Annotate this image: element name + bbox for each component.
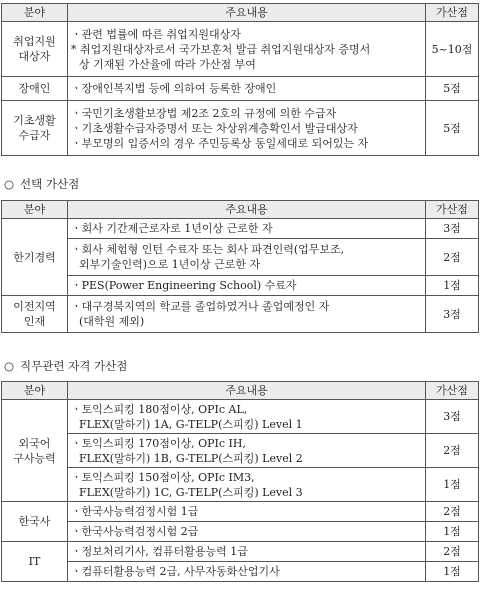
table-row: [2, 22, 479, 77]
content-line: ㆍ한국사능력검정시험 2급: [71, 525, 199, 538]
category-line: 한기경력: [13, 250, 56, 264]
row-content: [68, 562, 426, 582]
row-content: [68, 502, 426, 522]
content-line: ㆍ토익스피킹 170점이상, OPIc IH,: [71, 436, 246, 450]
row-content: [68, 219, 426, 239]
row-points: 1점: [426, 276, 479, 296]
table-row: [2, 542, 479, 562]
header-category: 분야: [2, 4, 68, 22]
row-points: 3점: [426, 400, 479, 434]
row-content: [68, 101, 426, 156]
row-content: [68, 239, 426, 276]
table-header-row: [2, 382, 479, 400]
row-category: [2, 542, 68, 582]
content-line: * 취업지원대상자로서 국가보훈처 발급 취업지원대상자 증명서: [71, 42, 371, 56]
section-heading-certifications: [4, 358, 127, 374]
table-row: [2, 101, 479, 156]
content-line: ㆍ부모명의 입증서의 경우 주민등록상 동일세대로 되어있는 자: [71, 136, 369, 150]
content-line: (대학원 제외): [79, 315, 145, 328]
row-points: 1점: [426, 562, 479, 582]
row-content: [68, 542, 426, 562]
row-content: [68, 434, 426, 468]
content-line: ㆍ컴퓨터활용능력 2급, 사무자동화산업기사: [71, 565, 280, 578]
table-row: [2, 219, 479, 239]
header-points: 가산점: [426, 4, 479, 22]
row-content: [68, 468, 426, 502]
row-points: 5~10점: [426, 22, 479, 77]
header-content: 주요내용: [68, 382, 426, 400]
table-row: [2, 239, 479, 276]
category-line: 장애인: [18, 82, 51, 95]
category-line: 대상자: [18, 50, 51, 63]
table-row: [2, 296, 479, 333]
table-row: [2, 400, 479, 434]
row-points: 3점: [426, 219, 479, 239]
row-points: 2점: [426, 239, 479, 276]
table-row: [2, 522, 479, 542]
row-points: 2점: [426, 502, 479, 522]
content-line: FLEX(말하기) 1A, G-TELP(스피킹) Level 1: [79, 417, 303, 431]
content-line: ㆍ국민기초생활보장법 제2조 2호의 규정에 의한 수급자: [71, 106, 337, 120]
row-category: [2, 101, 68, 156]
content-line: ㆍ기초생활수급자증명서 또는 차상위계층확인서 발급대상자: [71, 121, 358, 135]
section-heading-optional: [4, 176, 79, 192]
content-line: ㆍ회사 기간제근로자로 1년이상 근로한 자: [71, 222, 273, 235]
row-content: [68, 77, 426, 101]
row-category: [2, 219, 68, 296]
content-line: ㆍPES(Power Engineering School) 수료자: [71, 279, 297, 292]
header-points: 가산점: [426, 382, 479, 400]
bonus-points-table-optional: [1, 200, 479, 333]
table-row: [2, 468, 479, 502]
table-row: [2, 77, 479, 101]
content-line: FLEX(말하기) 1B, G-TELP(스피킹) Level 2: [79, 451, 303, 465]
table-row: [2, 276, 479, 296]
header-content: 주요내용: [68, 201, 426, 219]
header-category: 분야: [2, 201, 68, 219]
row-content: [68, 22, 426, 77]
category-line: 인재: [23, 315, 46, 328]
table-row: [2, 562, 479, 582]
category-line: 한국사: [18, 515, 51, 528]
category-line: IT: [28, 555, 41, 568]
row-category: [2, 22, 68, 77]
row-content: [68, 522, 426, 542]
content-line: ㆍ정보처리기사, 컴퓨터활용능력 1급: [71, 545, 248, 558]
row-points: 3점: [426, 296, 479, 333]
row-points: 1점: [426, 468, 479, 502]
content-line: ㆍ토익스피킹 150점이상, OPIc IM3,: [71, 470, 255, 484]
header-content: 주요내용: [68, 4, 426, 22]
section-title: 직무관련 자격 가산점: [20, 359, 128, 373]
table-header-row: [2, 4, 479, 22]
row-points: 1점: [426, 522, 479, 542]
row-category: [2, 502, 68, 542]
row-points: 5점: [426, 101, 479, 156]
row-category: [2, 77, 68, 101]
row-points: 2점: [426, 434, 479, 468]
bonus-points-table-priority: [1, 3, 479, 156]
category-line: 이전지역: [13, 300, 56, 313]
content-line: ㆍ장애인복지법 등에 의하여 등록한 장애인: [71, 82, 277, 95]
content-line: ㆍ관련 법률에 따른 취업지원대상자: [71, 27, 241, 41]
content-line: ㆍ토익스피킹 180점이상, OPIc AL,: [71, 402, 248, 416]
table-row: [2, 502, 479, 522]
category-line: 외국어: [18, 436, 51, 450]
content-line: ㆍ대구경북지역의 학교를 졸업하였거나 졸업예정인 자: [71, 300, 330, 313]
category-line: 기초생활: [13, 114, 56, 127]
content-line: FLEX(말하기) 1C, G-TELP(스피킹) Level 3: [79, 485, 303, 499]
row-content: [68, 400, 426, 434]
category-line: 구사능력: [13, 451, 56, 465]
bonus-points-table-certifications: [1, 381, 479, 582]
header-category: 분야: [2, 382, 68, 400]
row-category: [2, 296, 68, 333]
section-bullet: ○: [4, 177, 15, 191]
row-content: [68, 296, 426, 333]
content-line: 외부기술인력)으로 1년이상 근로한 자: [79, 258, 261, 271]
section-title: 선택 가산점: [20, 177, 80, 191]
row-category: [2, 400, 68, 502]
table-header-row: [2, 201, 479, 219]
table-row: [2, 434, 479, 468]
content-line: ㆍ한국사능력검정시험 1급: [71, 505, 199, 518]
row-points: 5점: [426, 77, 479, 101]
row-content: [68, 276, 426, 296]
row-points: 2점: [426, 542, 479, 562]
header-points: 가산점: [426, 201, 479, 219]
section-bullet: ○: [4, 359, 15, 373]
content-line: ㆍ회사 체험형 인턴 수료자 또는 회사 파견인력(업무보조,: [71, 243, 345, 256]
category-line: 취업지원: [13, 35, 56, 48]
content-line: 상 기재된 가산율에 따라 가산점 부여: [79, 57, 256, 71]
category-line: 수급자: [18, 129, 51, 142]
